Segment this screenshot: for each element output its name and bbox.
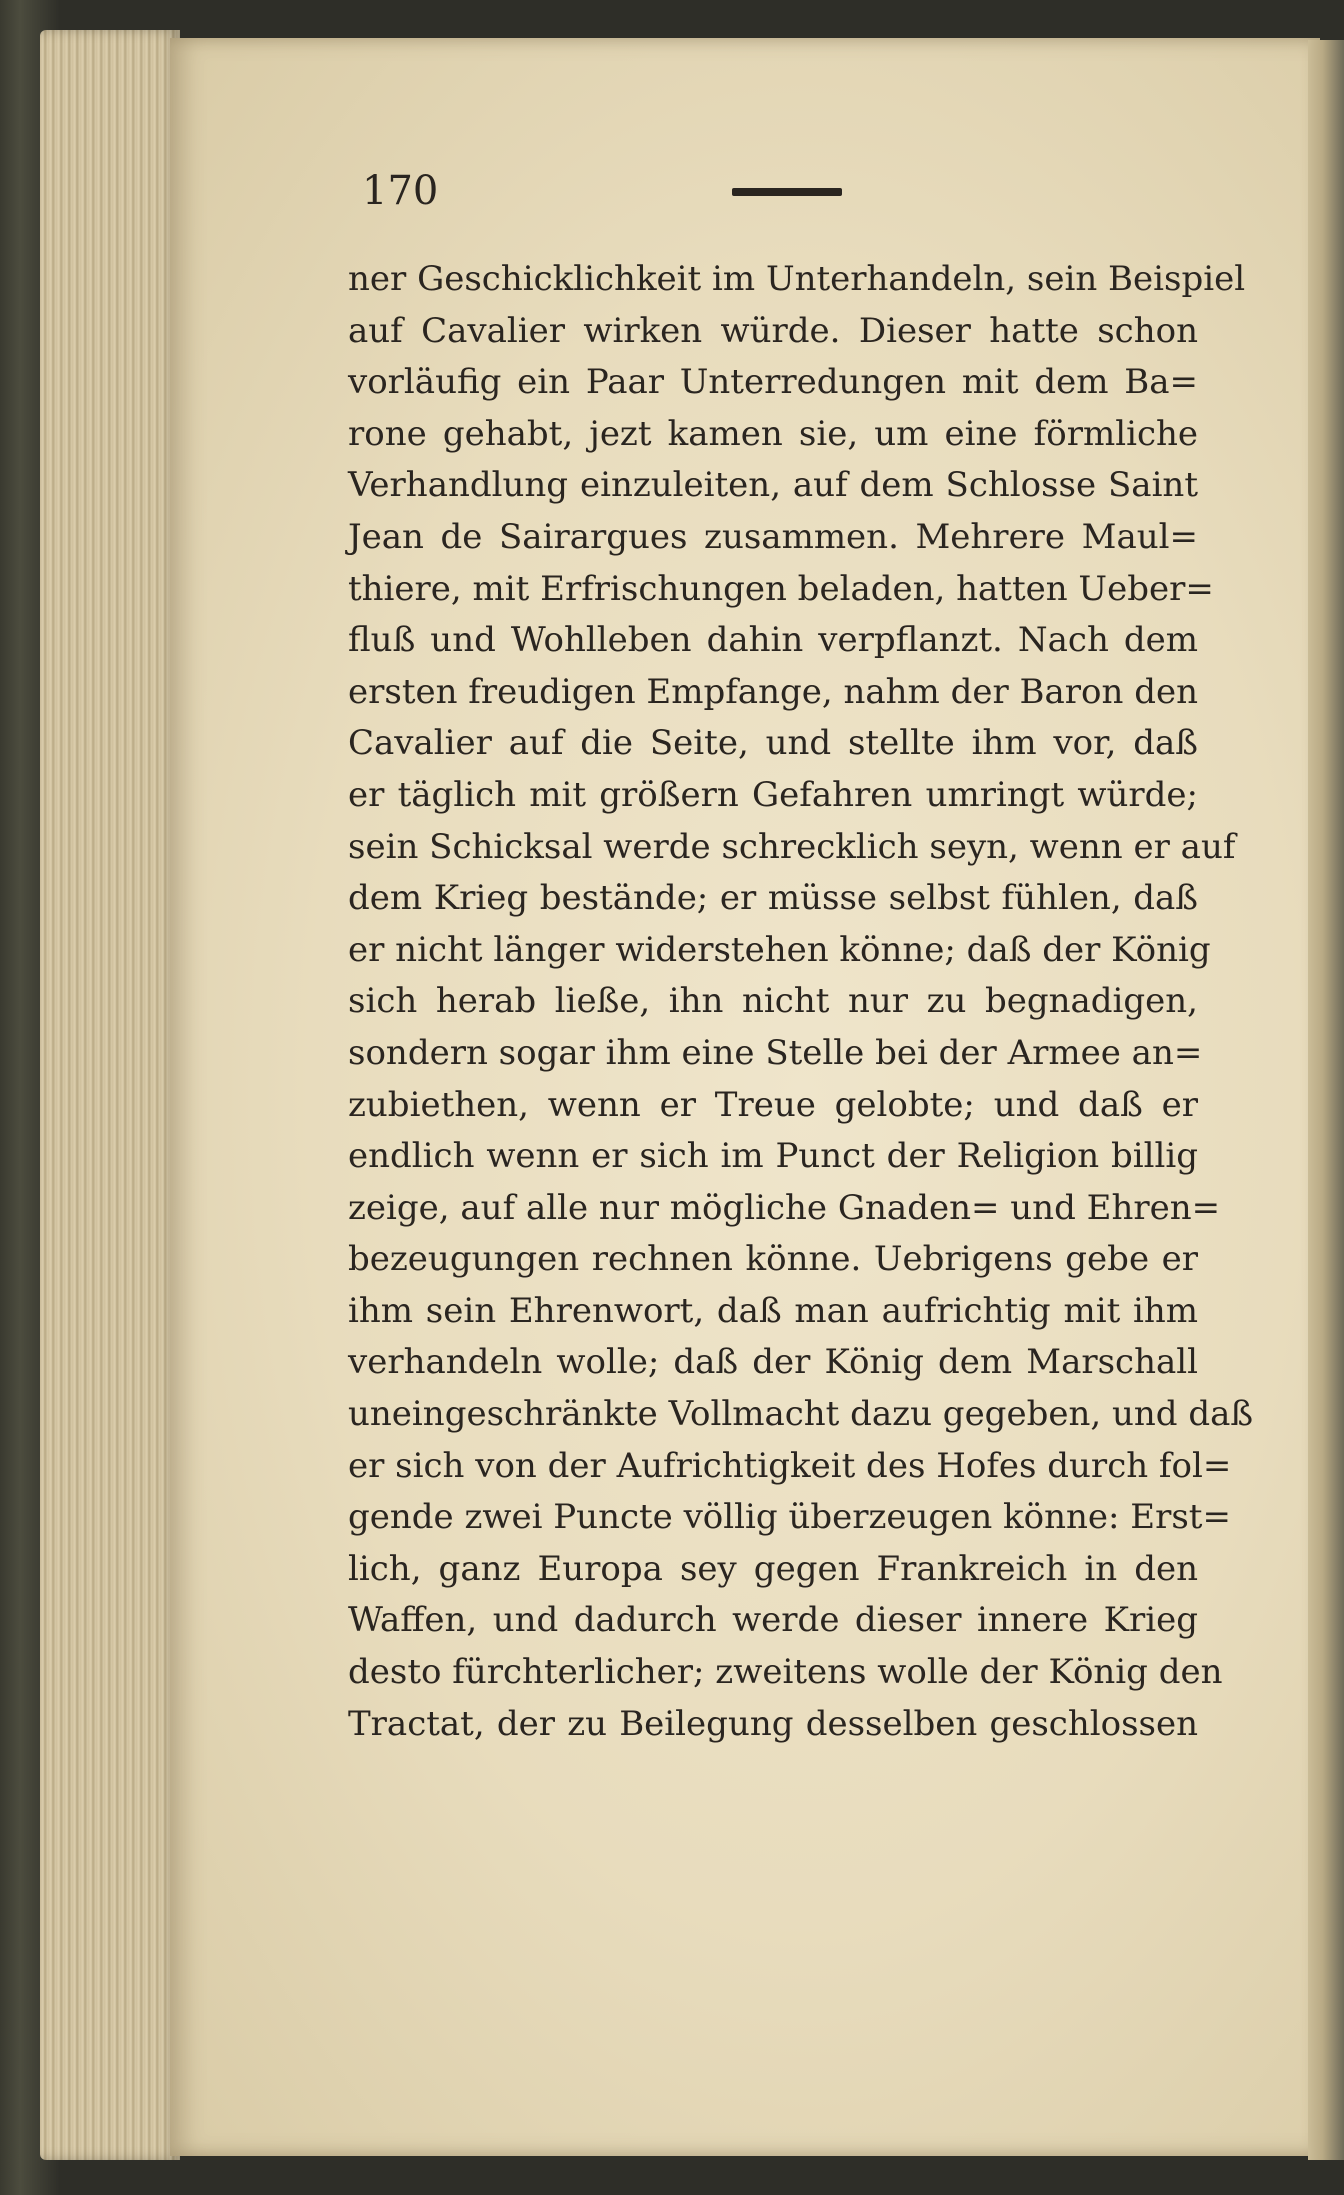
text-line: rone gehabt, jezt kamen sie, um eine förmliche — [348, 413, 1198, 454]
text-line: sich herab ließe, ihn nicht nur zu begnadigen, — [348, 981, 1198, 1022]
text-line: uneingeschränkte Vollmacht dazu gegeben, und daß — [348, 1394, 1254, 1435]
text-line: vorläufig ein Paar Unterredungen mit dem Ba= — [348, 362, 1198, 403]
text-line: fluß und Wohlleben dahin verpflanzt. Nach dem — [348, 620, 1198, 661]
text-line: desto fürchterlicher; zweitens wolle der König den — [348, 1652, 1223, 1693]
text-line: Verhandlung einzuleiten, auf dem Schlosse Saint — [348, 465, 1198, 506]
text-line: Waffen, und dadurch werde dieser innere Krieg — [348, 1600, 1198, 1641]
text-line: dem Krieg bestände; er müsse selbst fühlen, daß — [348, 878, 1198, 919]
text-line: er sich von der Aufrichtigkeit des Hofes durch fol= — [348, 1445, 1232, 1486]
text-line: sein Schicksal werde schrecklich seyn, wenn er auf — [348, 826, 1236, 867]
text-line: Jean de Sairargues zusammen. Mehrere Maul= — [348, 516, 1198, 557]
facing-page-edge — [1308, 40, 1344, 2160]
text-line: Tractat, der zu Beilegung desselben geschlossen — [348, 1703, 1198, 1744]
text-line: lich, ganz Europa sey gegen Frankreich in den — [348, 1548, 1198, 1589]
page-number: 170 — [362, 168, 439, 214]
text-line: zubiethen, wenn er Treue gelobte; und daß er — [348, 1084, 1198, 1125]
body-text — [348, 254, 1254, 1750]
text-line: ner Geschicklichkeit im Unterhandeln, sein Beispiel — [348, 259, 1246, 299]
text-line: Cavalier auf die Seite, und stellte ihm vor, daß — [348, 723, 1198, 764]
text-line: gende zwei Puncte völlig überzeugen könne: Erst= — [348, 1497, 1231, 1538]
text-line: ihm sein Ehrenwort, daß man aufrichtig mit ihm — [348, 1290, 1198, 1331]
text-line: er täglich mit größern Gefahren umringt würde; — [348, 774, 1198, 815]
text-line: verhandeln wolle; daß der König dem Marschall — [348, 1342, 1198, 1383]
header-rule — [732, 188, 842, 196]
text-line: ersten freudigen Empfange, nahm der Baron den — [348, 671, 1198, 712]
text-line: endlich wenn er sich im Punct der Religion billig — [348, 1136, 1198, 1177]
text-line: thiere, mit Erfrischungen beladen, hatten Ueber= — [348, 568, 1214, 609]
book-page-edges — [40, 30, 180, 2160]
text-line: zeige, auf alle nur mögliche Gnaden= und Ehren= — [348, 1187, 1221, 1228]
text-line: auf Cavalier wirken würde. Dieser hatte schon — [348, 310, 1198, 351]
text-line: er nicht länger widerstehen könne; daß der König — [348, 929, 1211, 970]
text-line: bezeugungen rechnen könne. Uebrigens gebe er — [348, 1239, 1198, 1280]
text-line: sondern sogar ihm eine Stelle bei der Armee an= — [348, 1032, 1203, 1073]
